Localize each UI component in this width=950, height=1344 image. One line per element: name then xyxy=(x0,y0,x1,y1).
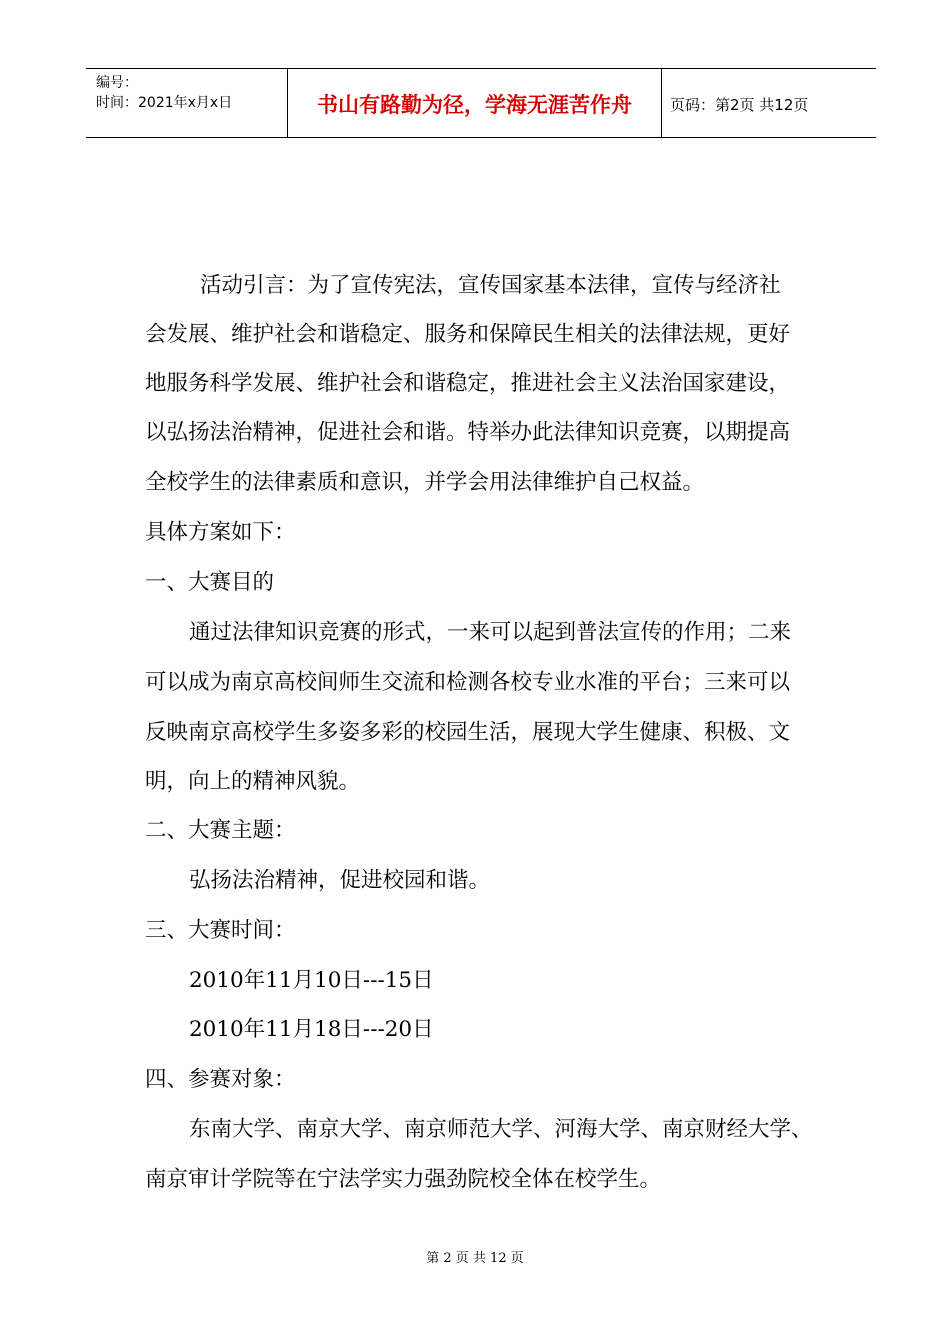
section1-line-2: 可以成为南京高校间师生交流和检测各校专业水准的平台；三来可以 xyxy=(145,670,791,695)
document-number-label: 编号： xyxy=(96,75,138,91)
intro-line-5: 全校学生的法律素质和意识，并学会用法律维护自己权益。 xyxy=(145,470,705,495)
header-page-info: 页码：第2页 共12页 xyxy=(670,96,809,114)
section1-line-1: 通过法律知识竞赛的形式，一来可以起到普法宣传的作用；二来 xyxy=(189,620,792,645)
document-header xyxy=(86,68,876,138)
header-meta-cell xyxy=(86,69,287,137)
plan-heading: 具体方案如下： xyxy=(145,520,296,545)
section3-date-1: 2010年11月10日---15日 xyxy=(189,968,434,993)
section4-line-2: 南京审计学院等在宁法学实力强劲院校全体在校学生。 xyxy=(145,1167,662,1192)
intro-line-2: 会发展、维护社会和谐稳定、服务和保障民生相关的法律法规，更好 xyxy=(145,322,791,347)
header-motto: 书山有路勤为径，学海无涯苦作舟 xyxy=(317,93,632,117)
intro-line-4: 以弘扬法治精神，促进社会和谐。特举办此法律知识竞赛，以期提高 xyxy=(145,420,791,445)
section1-heading: 一、大赛目的 xyxy=(145,570,275,595)
header-page-cell xyxy=(661,69,876,137)
intro-line-3: 地服务科学发展、维护社会和谐稳定，推进社会主义法治国家建设， xyxy=(145,371,791,396)
section4-heading: 四、参赛对象： xyxy=(145,1067,296,1092)
section2-text: 弘扬法治精神，促进校园和谐。 xyxy=(189,868,491,893)
page-footer: 第 2 页 共 12 页 xyxy=(426,1251,524,1266)
section3-heading: 三、大赛时间： xyxy=(145,918,296,943)
document-time-label: 时间：2021年x月x日 xyxy=(96,95,233,111)
intro-line-1: 活动引言：为了宣传宪法，宣传国家基本法律，宣传与经济社 xyxy=(200,273,781,298)
section3-date-2: 2010年11月18日---20日 xyxy=(189,1017,434,1042)
section1-line-3: 反映南京高校学生多姿多彩的校园生活，展现大学生健康、积极、文 xyxy=(145,720,791,745)
section2-heading: 二、大赛主题： xyxy=(145,818,296,843)
header-motto-cell xyxy=(287,69,662,137)
section1-line-4: 明，向上的精神风貌。 xyxy=(145,769,361,794)
section4-line-1: 东南大学、南京大学、南京师范大学、河海大学、南京财经大学、 xyxy=(189,1117,813,1142)
